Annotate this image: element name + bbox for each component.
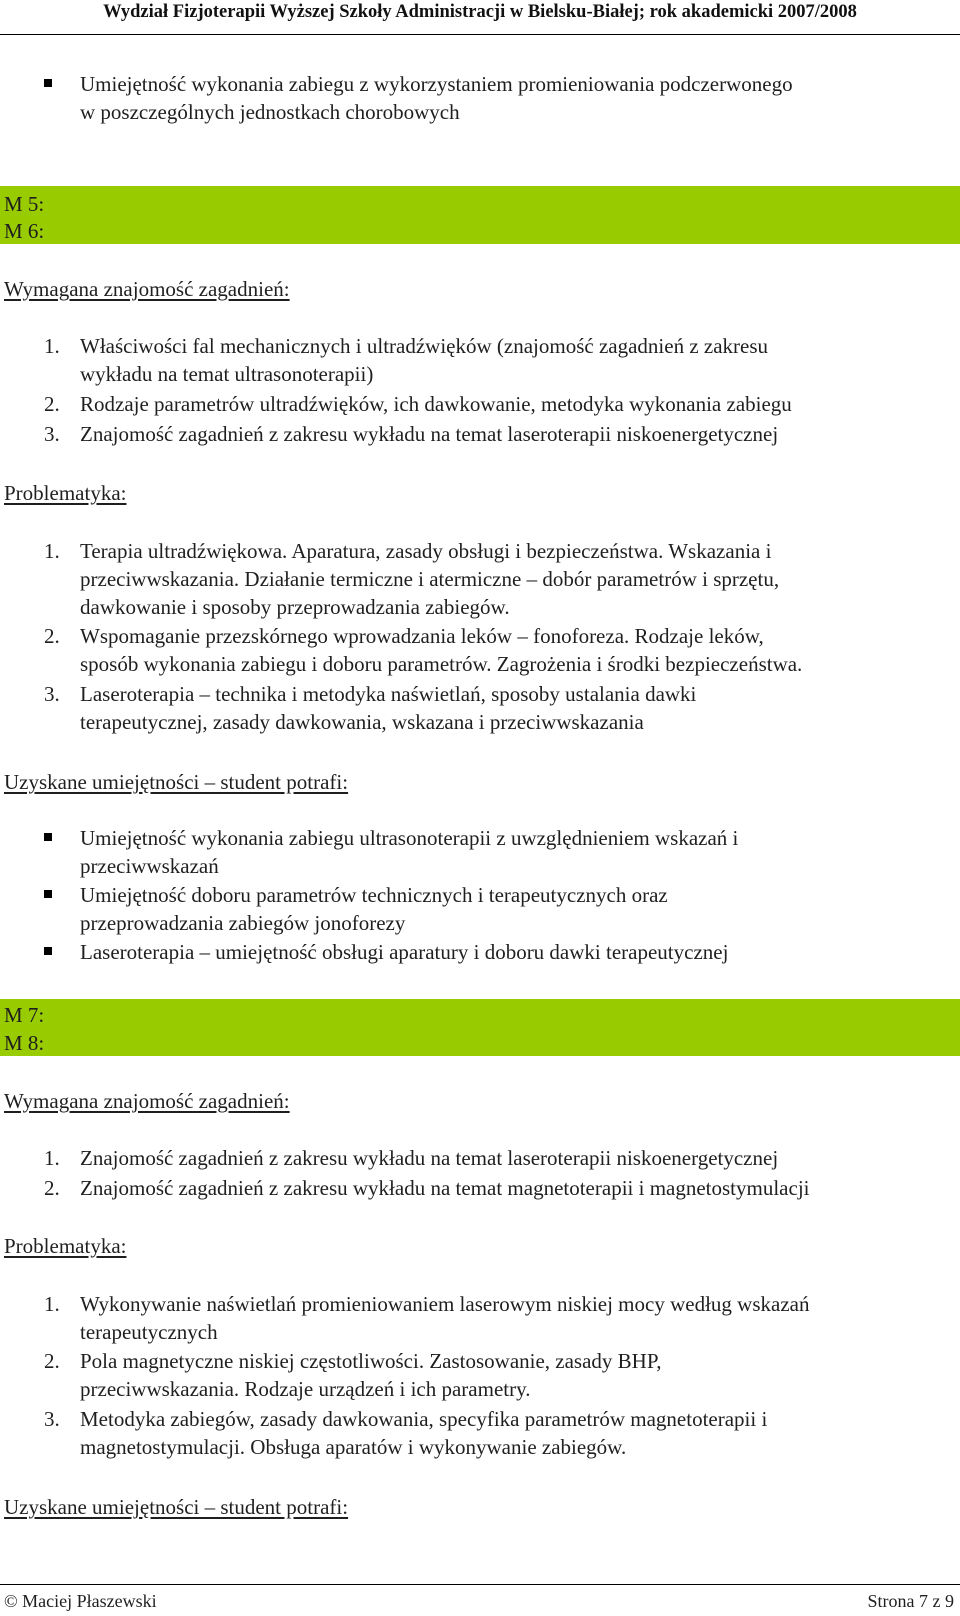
list-item: magnetostymulacji. Obsługa aparatów i wykonywanie zabiegów. bbox=[80, 1435, 627, 1459]
bullet-icon bbox=[44, 833, 52, 841]
page-number: Strona 7 z 9 bbox=[867, 1591, 954, 1611]
list-number: 1. bbox=[44, 539, 60, 563]
list-item: Wspomaganie przezskórnego wprowadzania leków – fonoforeza. Rodzaje leków, bbox=[80, 624, 764, 648]
list-number: 3. bbox=[44, 1407, 60, 1431]
list-item: terapeutycznych bbox=[80, 1320, 218, 1344]
list-item: terapeutycznej, zasady dawkowania, wskazana i przeciwwskazania bbox=[80, 710, 644, 734]
list-item: Pola magnetyczne niskiej częstotliwości. Zastosowanie, zasady BHP, bbox=[80, 1349, 662, 1373]
section-heading: Problematyka: bbox=[4, 481, 127, 505]
module-band bbox=[0, 999, 960, 1056]
module-label: M 8: bbox=[4, 1031, 45, 1055]
list-item: Znajomość zagadnień z zakresu wykładu na temat laseroterapii niskoenergetycznej bbox=[80, 1146, 779, 1170]
bullet-icon bbox=[44, 890, 52, 898]
list-item: Metodyka zabiegów, zasady dawkowania, specyfika parametrów magnetoterapii i bbox=[80, 1407, 768, 1431]
page-header: Wydział Fizjoterapii Wyższej Szkoły Administracji w Bielsku-Białej; rok akademicki 2007/2008 bbox=[103, 2, 857, 22]
section-heading: Problematyka: bbox=[4, 1234, 127, 1258]
header-divider bbox=[0, 34, 960, 35]
section-heading: Uzyskane umiejętności – student potrafi: bbox=[4, 770, 349, 794]
bullet-text: Umiejętność doboru parametrów technicznych i terapeutycznych oraz bbox=[80, 883, 668, 907]
bullet-text: Umiejętność wykonania zabiegu z wykorzystaniem promieniowania podczerwonego bbox=[80, 72, 793, 96]
footer-divider bbox=[0, 1584, 960, 1585]
section-heading: Uzyskane umiejętności – student potrafi: bbox=[4, 1495, 349, 1519]
module-label: M 7: bbox=[4, 1003, 45, 1027]
list-item: Wykonywanie naświetlań promieniowaniem laserowym niskiej mocy według wskazań bbox=[80, 1292, 810, 1316]
list-item: Znajomość zagadnień z zakresu wykładu na temat magnetoterapii i magnetostymulacji bbox=[80, 1176, 810, 1200]
bullet-icon bbox=[44, 79, 52, 87]
list-number: 1. bbox=[44, 1292, 60, 1316]
section-heading: Wymagana znajomość zagadnień: bbox=[4, 277, 290, 301]
list-number: 1. bbox=[44, 334, 60, 358]
list-item: dawkowanie i sposoby przeprowadzania zabiegów. bbox=[80, 595, 510, 619]
footer-author: © Maciej Płaszewski bbox=[4, 1591, 157, 1611]
list-item: wykładu na temat ultrasonoterapii) bbox=[80, 362, 374, 386]
module-band bbox=[0, 186, 960, 244]
list-item: Znajomość zagadnień z zakresu wykładu na temat laseroterapii niskoenergetycznej bbox=[80, 422, 779, 446]
bullet-text: przeprowadzania zabiegów jonoforezy bbox=[80, 911, 406, 935]
section-heading: Wymagana znajomość zagadnień: bbox=[4, 1089, 290, 1113]
bullet-text: w poszczególnych jednostkach chorobowych bbox=[80, 100, 460, 124]
list-item: przeciwwskazania. Działanie termiczne i atermiczne – dobór parametrów i sprzętu, bbox=[80, 567, 780, 591]
list-number: 3. bbox=[44, 422, 60, 446]
list-number: 2. bbox=[44, 392, 60, 416]
list-item: Terapia ultradźwiękowa. Aparatura, zasady obsługi i bezpieczeństwa. Wskazania i bbox=[80, 539, 772, 563]
list-number: 2. bbox=[44, 624, 60, 648]
list-number: 3. bbox=[44, 682, 60, 706]
list-number: 2. bbox=[44, 1176, 60, 1200]
module-label: M 6: bbox=[4, 219, 45, 243]
list-number: 2. bbox=[44, 1349, 60, 1373]
bullet-text: Umiejętność wykonania zabiegu ultrasonoterapii z uwzględnieniem wskazań i bbox=[80, 826, 739, 850]
list-number: 1. bbox=[44, 1146, 60, 1170]
bullet-text: Laseroterapia – umiejętność obsługi aparatury i doboru dawki terapeutycznej bbox=[80, 940, 729, 964]
list-item: sposób wykonania zabiegu i doboru parametrów. Zagrożenia i środki bezpieczeństwa. bbox=[80, 652, 803, 676]
list-item: przeciwwskazania. Rodzaje urządzeń i ich parametry. bbox=[80, 1377, 531, 1401]
bullet-icon bbox=[44, 947, 52, 955]
list-item: Właściwości fal mechanicznych i ultradźwięków (znajomość zagadnień z zakresu bbox=[80, 334, 769, 358]
module-label: M 5: bbox=[4, 192, 45, 216]
list-item: Rodzaje parametrów ultradźwięków, ich dawkowanie, metodyka wykonania zabiegu bbox=[80, 392, 792, 416]
list-item: Laseroterapia – technika i metodyka naświetlań, sposoby ustalania dawki bbox=[80, 682, 697, 706]
bullet-text: przeciwwskazań bbox=[80, 854, 219, 878]
